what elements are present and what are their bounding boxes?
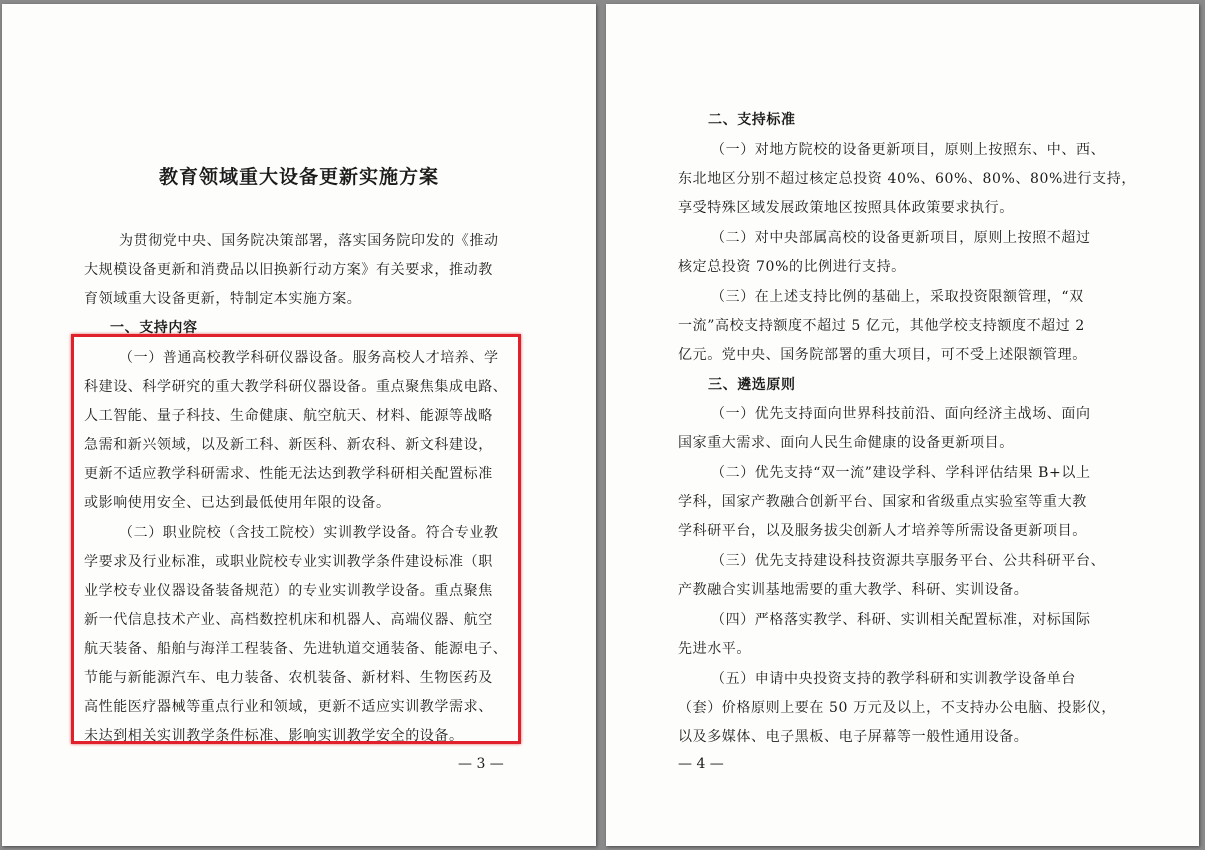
item2-line: 高性能医疗器械等重点行业和领域，更新不适应实训教学需求、	[84, 699, 493, 715]
document-page-right	[606, 4, 1199, 846]
standard2-line: （二）对中央部属高校的设备更新项目，原则上按照不超过	[711, 230, 1091, 246]
section-heading-support-standards: 二、支持标准	[708, 112, 796, 128]
principle5-line: （五）申请中央投资支持的教学科研和实训教学设备单台	[711, 671, 1076, 687]
red-highlight-box	[71, 334, 521, 744]
item1-line: 人工智能、量子科技、生命健康、航空航天、材料、能源等战略	[84, 408, 493, 424]
item2-line: 节能与新能源汽车、电力装备、农机装备、新材料、生物医药及	[84, 670, 493, 686]
item1-line: （一）普通高校教学科研仪器设备。服务高校人才培养、学	[119, 350, 499, 366]
document-title: 教育领域重大设备更新实施方案	[158, 166, 439, 188]
principle2-line: （二）优先支持“双一流”建设学科、学科评估结果 B+以上	[711, 465, 1091, 481]
page-number: — 3 —	[458, 756, 504, 772]
section-heading-selection-principles: 三、遴选原则	[708, 377, 796, 393]
principle4-line: （四）严格落实教学、科研、实训相关配置标准，对标国际	[711, 612, 1091, 628]
item1-line: 更新不适应教学科研需求、性能无法达到教学科研相关配置标准	[84, 466, 493, 482]
standard2-line: 核定总投资 70%的比例进行支持。	[678, 259, 906, 275]
principle1-line: 国家重大需求、面向人民生命健康的设备更新项目。	[678, 435, 1014, 451]
item2-line: 未达到相关实训教学条件标准、影响实训教学安全的设备。	[84, 728, 464, 744]
item2-line: 航天装备、船舶与海洋工程装备、先进轨道交通装备、能源电子、	[84, 641, 508, 657]
item1-line: 或影响使用安全、已达到最低使用年限的设备。	[84, 495, 391, 511]
principle5-line: 以及多媒体、电子黑板、电子屏幕等一般性通用设备。	[678, 729, 1029, 745]
intro-line: 大规模设备更新和消费品以旧换新行动方案》有关要求，推动教	[84, 262, 493, 278]
standard3-line: 亿元。党中央、国务院部署的重大项目，可不受上述限额管理。	[678, 347, 1087, 363]
principle5-line: （套）价格原则上要在 50 万元及以上，不支持办公电脑、投影仪，	[678, 700, 1116, 716]
section-heading-support-content: 一、支持内容	[110, 320, 198, 336]
item2-line: （二）职业院校（含技工院校）实训教学设备。符合专业教	[119, 525, 499, 541]
principle1-line: （一）优先支持面向世界科技前沿、面向经济主战场、面向	[711, 406, 1091, 422]
principle3-line: 产教融合实训基地需要的重大教学、科研、实训设备。	[678, 582, 1029, 598]
item2-line: 业学校专业仪器设备装备规范）的专业实训教学设备。重点聚焦	[84, 583, 493, 599]
standard1-line: 享受特殊区域发展政策地区按照具体政策要求执行。	[678, 200, 1014, 216]
item1-line: 科建设、科学研究的重大教学科研仪器设备。重点聚焦集成电路、	[84, 379, 508, 395]
principle2-line: 学科研平台，以及服务拔尖创新人才培养等所需设备更新项目。	[678, 523, 1087, 539]
standard1-line: （一）对地方院校的设备更新项目，原则上按照东、中、西、	[711, 142, 1106, 158]
standard3-line: 一流”高校支持额度不超过 5 亿元，其他学校支持额度不超过 2	[678, 318, 1085, 334]
standard1-line: 东北地区分别不超过核定总投资 40%、60%、80%、80%进行支持，	[678, 171, 1136, 187]
item2-line: 学要求及行业标准，或职业院校专业实训教学条件建设标准（职	[84, 554, 493, 570]
principle2-line: 学科，国家产教融合创新平台、国家和省级重点实验室等重大教	[678, 494, 1087, 510]
standard3-line: （三）在上述支持比例的基础上，采取投资限额管理，“双	[711, 289, 1084, 305]
principle3-line: （三）优先支持建设科技资源共享服务平台、公共科研平台、	[711, 553, 1106, 569]
item2-line: 新一代信息技术产业、高档数控机床和机器人、高端仪器、航空	[84, 612, 493, 628]
intro-line: 为贯彻党中央、国务院决策部署，落实国务院印发的《推动	[119, 233, 499, 249]
item1-line: 急需和新兴领域，以及新工科、新医科、新农科、新文科建设，	[84, 437, 493, 453]
intro-line: 育领域重大设备更新，特制定本实施方案。	[84, 291, 362, 307]
page-number: — 4 —	[678, 756, 724, 772]
principle4-line: 先进水平。	[678, 641, 751, 657]
